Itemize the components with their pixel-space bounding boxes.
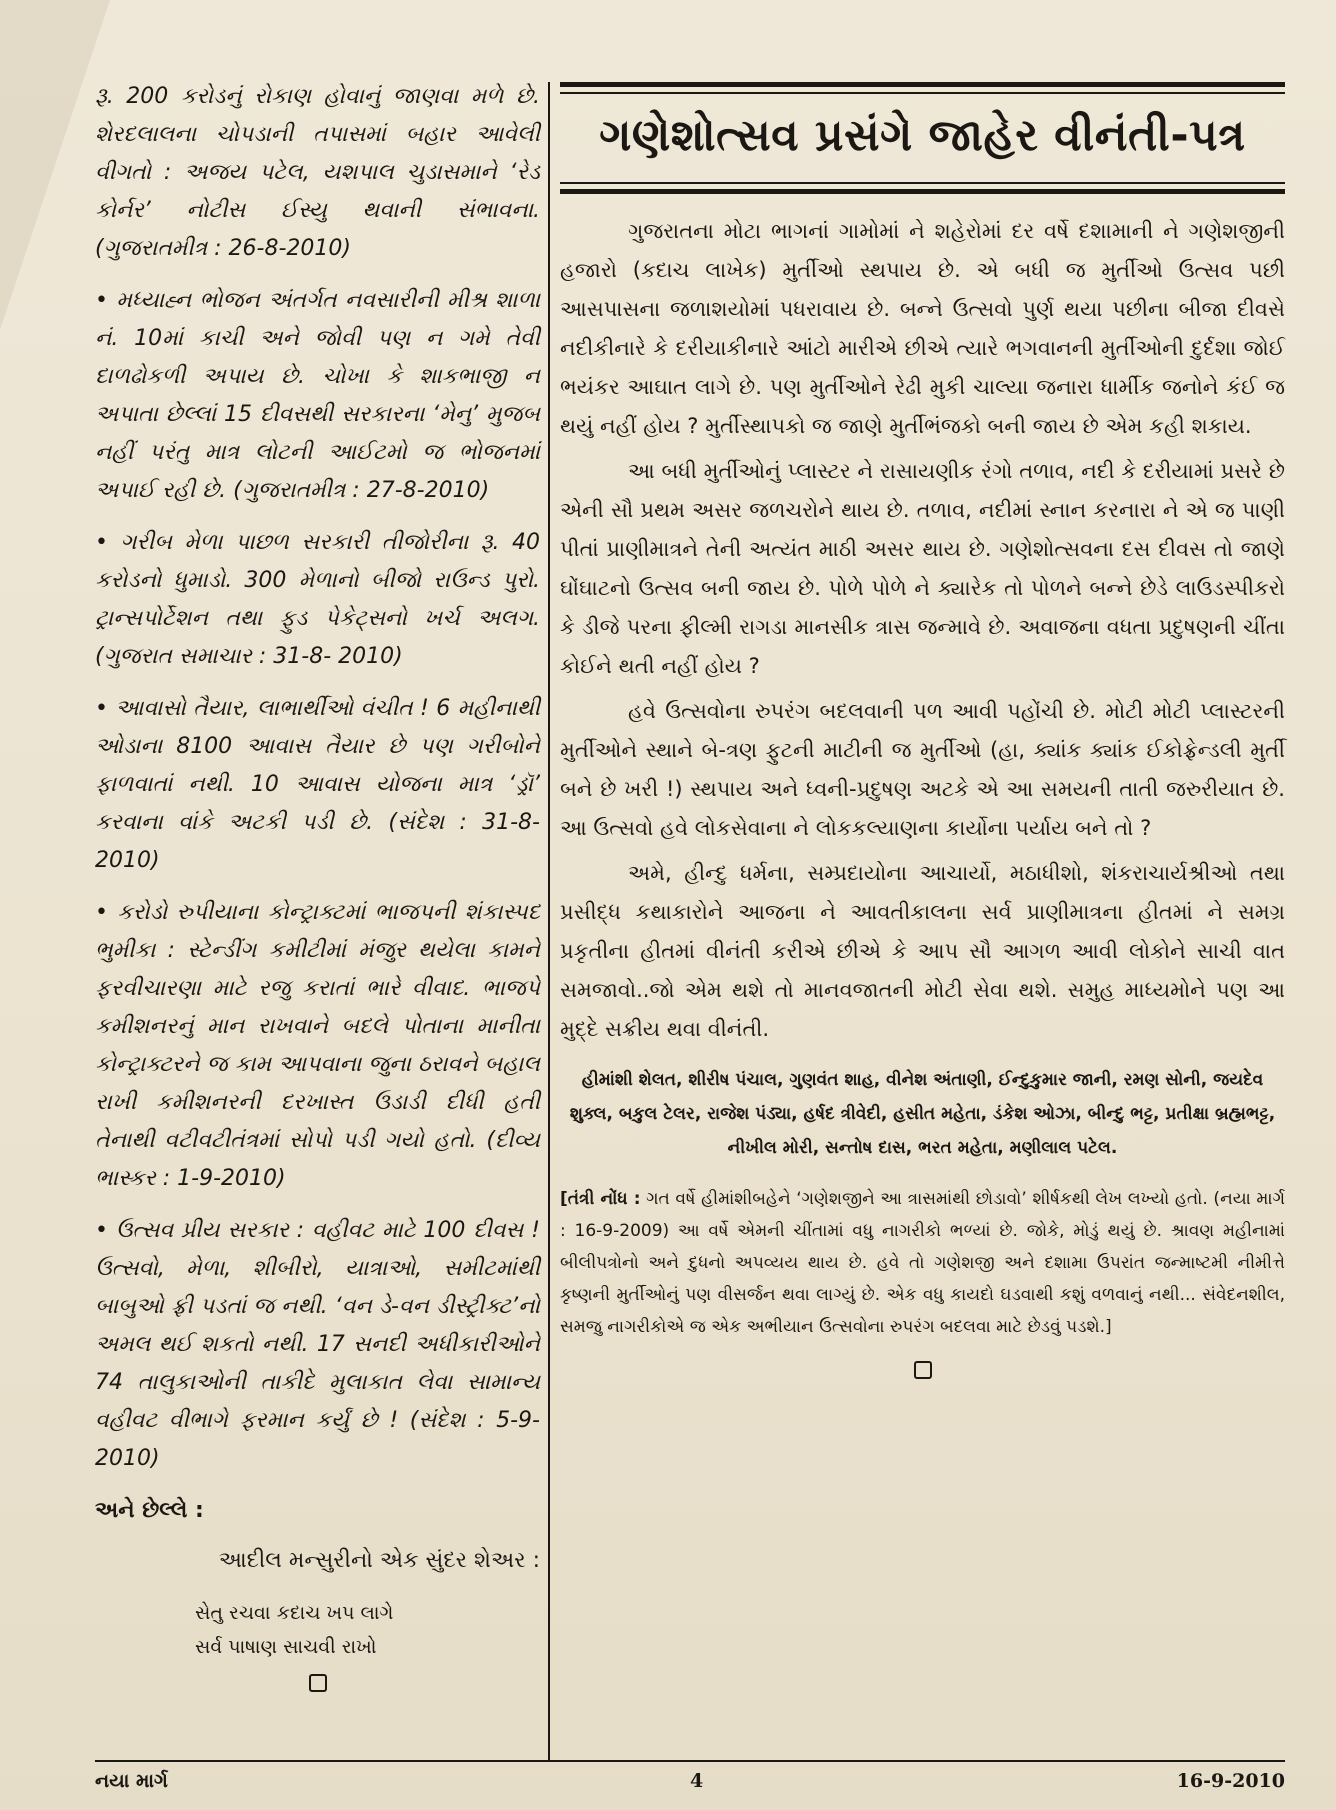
page-fold-shadow bbox=[0, 0, 110, 330]
signatories-list: હીમાંશી શેલત, શીરીષ પંચાલ, ગુણવંત શાહ, વીનેશ અંતાણી, ઈન્દુકુમાર જાની, રમણ સોની, જયદેવ શુક્લ, બકુલ ટેલર, રાજેશ પંડ્યા, હર્ષદ ત્રીવેદી, હસીત મહેતા, ડંકેશ ઓઝા, બીન્દુ ભટ્ટ, પ્રતીક્ષા બ્રહ્મભટ્ટ, નીખીલ મોરી, સન્તોષ દાસ, ભરત મહેતા, મણીલાલ પટેલ. bbox=[569, 1070, 1276, 1158]
section-end-marker bbox=[95, 1674, 540, 1696]
news-brief-item: • ગરીબ મેળા પાછળ સરકારી તીજોરીના રૂ. 40 કરોડનો ધુમાડો. 300 મેળાનો બીજો રાઉન્ડ પુરો. ટ્રાન્સપોર્ટેશન તથા ફુડ પેકેટ્સનો ખર્ચ અલગ. (ગુજરાત સમાચાર : 31-8- 2010) bbox=[95, 530, 540, 669]
section-end-marker bbox=[560, 1361, 1285, 1383]
poem-couplet bbox=[95, 1596, 540, 1664]
editor-note bbox=[560, 1183, 1285, 1343]
news-brief-item: • આવાસો તૈયાર, લાભાર્થીઓ વંચીત ! 6 મહીનાથી ઓડાના 8100 આવાસ તૈયાર છે પણ ગરીબોને ફાળવાતાં નથી. 10 આવાસ યોજના માત્ર ‘ડ્રૉ’ કરવાના વાંકે અટકી પડી છે. (સંદેશ : 31-8-2010) bbox=[95, 696, 540, 873]
headline-top-rule-thin bbox=[560, 92, 1285, 94]
article-paragraph: આ બધી મુર્તીઓનું પ્લાસ્ટર ને રાસાયણીક રંગો તળાવ, નદી કે દરીયામાં પ્રસરે છે એની સૌ પ્રથમ અસર જળચરોને થાય છે. તળાવ, નદીમાં સ્નાન કરનારા ને એ જ પાણી પીતાં પ્રાણીમાત્રને તેની અત્યંત માઠી અસર થાય છે. ગણેશોત્સવના દસ દીવસ તો જાણે ઘોંઘાટનો ઉત્સવ બની જાય છે. પોળે પોળે ને ક્યારેક તો પોળને બન્ને છેડે લાઉડસ્પીકરો કે ડીજે પરના ફીલ્મી રાગડા માનસીક ત્રાસ જન્માવે છે. અવાજના વધતા પ્રદુષણની ચીંતા કોઈને થતી નહીં હોય ? bbox=[560, 459, 1285, 678]
column-divider bbox=[548, 82, 550, 1762]
headline-bottom-rule bbox=[560, 189, 1285, 194]
poem-line: સર્વ પાષાણ સાચવી રાખો bbox=[195, 1636, 377, 1658]
poem-line: સેતુ રચવા કદાચ ખપ લાગે bbox=[195, 1602, 394, 1624]
news-briefs-column bbox=[95, 78, 540, 1718]
article-headline: ગણેશોત્સવ પ્રસંગે જાહેર વીનંતી-પત્ર bbox=[599, 110, 1246, 161]
editor-note-text: ગત વર્ષે હીમાંશીબહેને ‘ગણેશજીને આ ત્રાસમાંથી છોડાવો’ શીર્ષકથી લેખ લખ્યો હતો. (નયા માર્ગ : 16-9-2009) આ વર્ષે એમની ચીંતામાં વધુ નાગરીકો ભળ્યાં છે. જોકે, મોડું થયું છે. શ્રાવણ મહીનામાં બીલીપત્રોનો અને દુધનો અપવ્યય થાય છે. હવે તો ગણેશજી અને દશામા ઉપરાંત જન્માષ્ટમી નીમીત્તે કૃષ્ણની મુર્તીઓનું પણ વીસર્જન થવા લાગ્યું છે. એક વધુ કાયદો ઘડવાથી કશું વળવાનું નથી... સંવેદનશીલ, સમજુ નાગરીકોએ જ એક અભીયાન ઉત્સવોના રુપરંગ બદલવા માટે છેડવું પડશે.] bbox=[560, 1189, 1286, 1337]
issue-date: 16-9-2010 bbox=[1176, 1770, 1285, 1792]
news-brief-item: • ઉત્સવ પ્રીય સરકાર : વહીવટ માટે 100 દીવસ ! ઉત્સવો, મેળા, શીબીરો, યાત્રાઓ, સમીટમાંથી બાબુઓ ફ્રી પડતાં જ નથી. ‘વન ડે-વન ડીસ્ટ્રીક્ટ’નો અમલ થઈ શકતો નથી. 17 સનદી અધીકારીઓને 74 તાલુકાઓની તાકીદે મુલાકાત લેવા સામાન્ય વહીવટ વીભાગે ફરમાન કર્યું છે ! (સંદેશ : 5-9-2010) bbox=[95, 1218, 540, 1471]
closing-intro: આદીલ મન્સુરીનો એક સુંદર શેઅર : bbox=[218, 1548, 540, 1573]
article-paragraph: હવે ઉત્સવોના રુપરંગ બદલવાની પળ આવી પહોંચી છે. મોટી મોટી પ્લાસ્ટરની મુર્તીઓને સ્થાને બે-ત્રણ ફુટની માટીની જ મુર્તીઓ (હા, ક્યાંક ક્યાંક ઈકોફ્રેન્ડલી મુર્તી બને છે ખરી !) સ્થપાય અને ધ્વની-પ્રદુષણ અટકે એ આ સમયની તાતી જરુરીયાત છે. આ ઉત્સવો હવે લોકસેવાના ને લોકકલ્યાણના કાર્યોના પર્યાય બને તો ? bbox=[560, 699, 1285, 840]
footer-rule bbox=[95, 1760, 1285, 1762]
end-square-icon bbox=[309, 1674, 327, 1692]
news-brief-item: • મધ્યાહ્ન ભોજન અંતર્ગત નવસારીની મીશ્ર શાળા નં. 10માં કાચી અને જોવી પણ ન ગમે તેવી દાળઢોકળી અપાય છે. ચોખા કે શાકભાજી ન અપાતા છેલ્લાં 15 દીવસથી સરકારના ‘મેનુ’ મુજબ નહીં પરંતુ માત્ર લોટની આઈટમો જ ભોજનમાં અપાઈ રહી છે. (ગુજરાતમીત્ર : 27-8-2010) bbox=[95, 288, 540, 503]
editor-note-label: [તંત્રી નોંધ : bbox=[560, 1189, 641, 1209]
news-brief-item: • કરોડો રુપીયાના કોન્ટ્રાક્ટમાં ભાજપની શંકાસ્પદ ભુમીકા : સ્ટેન્ડીંગ કમીટીમાં મંજુર થયેલા કામને ફરવીચારણા માટે રજુ કરાતાં ભારે વીવાદ. ભાજપે કમીશનરનું માન રાખવાને બદલે પોતાના માનીતા કોન્ટ્રાક્ટરને જ કામ આપવાના જુના ઠરાવને બહાલ રાખી કમીશનરની દરખાસ્ત ઉડાડી દીધી હતી તેનાથી વટીવટીતંત્રમાં સોપો પડી ગયો હતો. (દીવ્ય ભાસ્કર : 1-9-2010) bbox=[95, 900, 540, 1191]
news-brief-item: રૂ. 200 કરોડનું રોકાણ હોવાનું જાણવા મળે છે. શેરદલાલના ચોપડાની તપાસમાં બહાર આવેલી વીગતો : અજય પટેલ, યશપાલ ચુડાસમાને ‘રેડ કોર્નર’ નોટીસ ઈસ્યુ થવાની સંભાવના. (ગુજરાતમીત્ર : 26-8-2010) bbox=[95, 84, 540, 261]
end-square-icon bbox=[914, 1361, 932, 1379]
page-number: 4 bbox=[690, 1770, 704, 1792]
appeal-article bbox=[560, 82, 1285, 1762]
article-body bbox=[560, 212, 1285, 1049]
closing-heading: અને છેલ્લે : bbox=[95, 1498, 204, 1523]
publication-name: નયા માર્ગ bbox=[95, 1770, 168, 1792]
article-paragraph: ગુજરાતના મોટા ભાગનાં ગામોમાં ને શહેરોમાં દર વર્ષે દશામાની ને ગણેશજીની હજારો (કદાચ લાખેક) મુર્તીઓ સ્થપાય છે. એ બધી જ મુર્તીઓ ઉત્સવ પછી આસપાસના જળાશયોમાં પધરાવાય છે. બન્ને ઉત્સવો પુર્ણ થયા પછીના બીજા દીવસે નદીકીનારે કે દરીયાકીનારે આંટો મારીએ છીએ ત્યારે ભગવાનની મુર્તીઓની દુર્દશા જોઈ ભયંકર આઘાત લાગે છે. પણ મુર્તીઓને રેઢી મુકી ચાલ્યા જનારા ધાર્મીક જનોને કંઈ જ થયું નહીં હોય ? મુર્તીસ્થાપકો જ જાણે મુર્તીભંજકો બની જાય છે એમ કહી શકાય. bbox=[560, 219, 1285, 438]
page-footer bbox=[95, 1768, 1285, 1798]
article-paragraph: અમે, હીન્દુ ધર્મના, સમ્પ્રદાયોના આચાર્યો, મઠાધીશો, શંકરાચાર્યશ્રીઓ તથા પ્રસીદ્ધ કથાકારોને આજના ને આવતીકાલના સર્વ પ્રાણીમાત્રના હીતમાં ને સમગ્ર પ્રકૃતીના હીતમાં વીનંતી કરીએ છીએ કે આપ સૌ આગળ આવી લોકોને સાચી વાત સમજાવો..જો એમ થશે તો માનવજાતની મોટી સેવા થશે. સમુહ માધ્યમોને પણ આ મુદ્દે સક્રીય થવા વીનંતી. bbox=[560, 861, 1285, 1041]
